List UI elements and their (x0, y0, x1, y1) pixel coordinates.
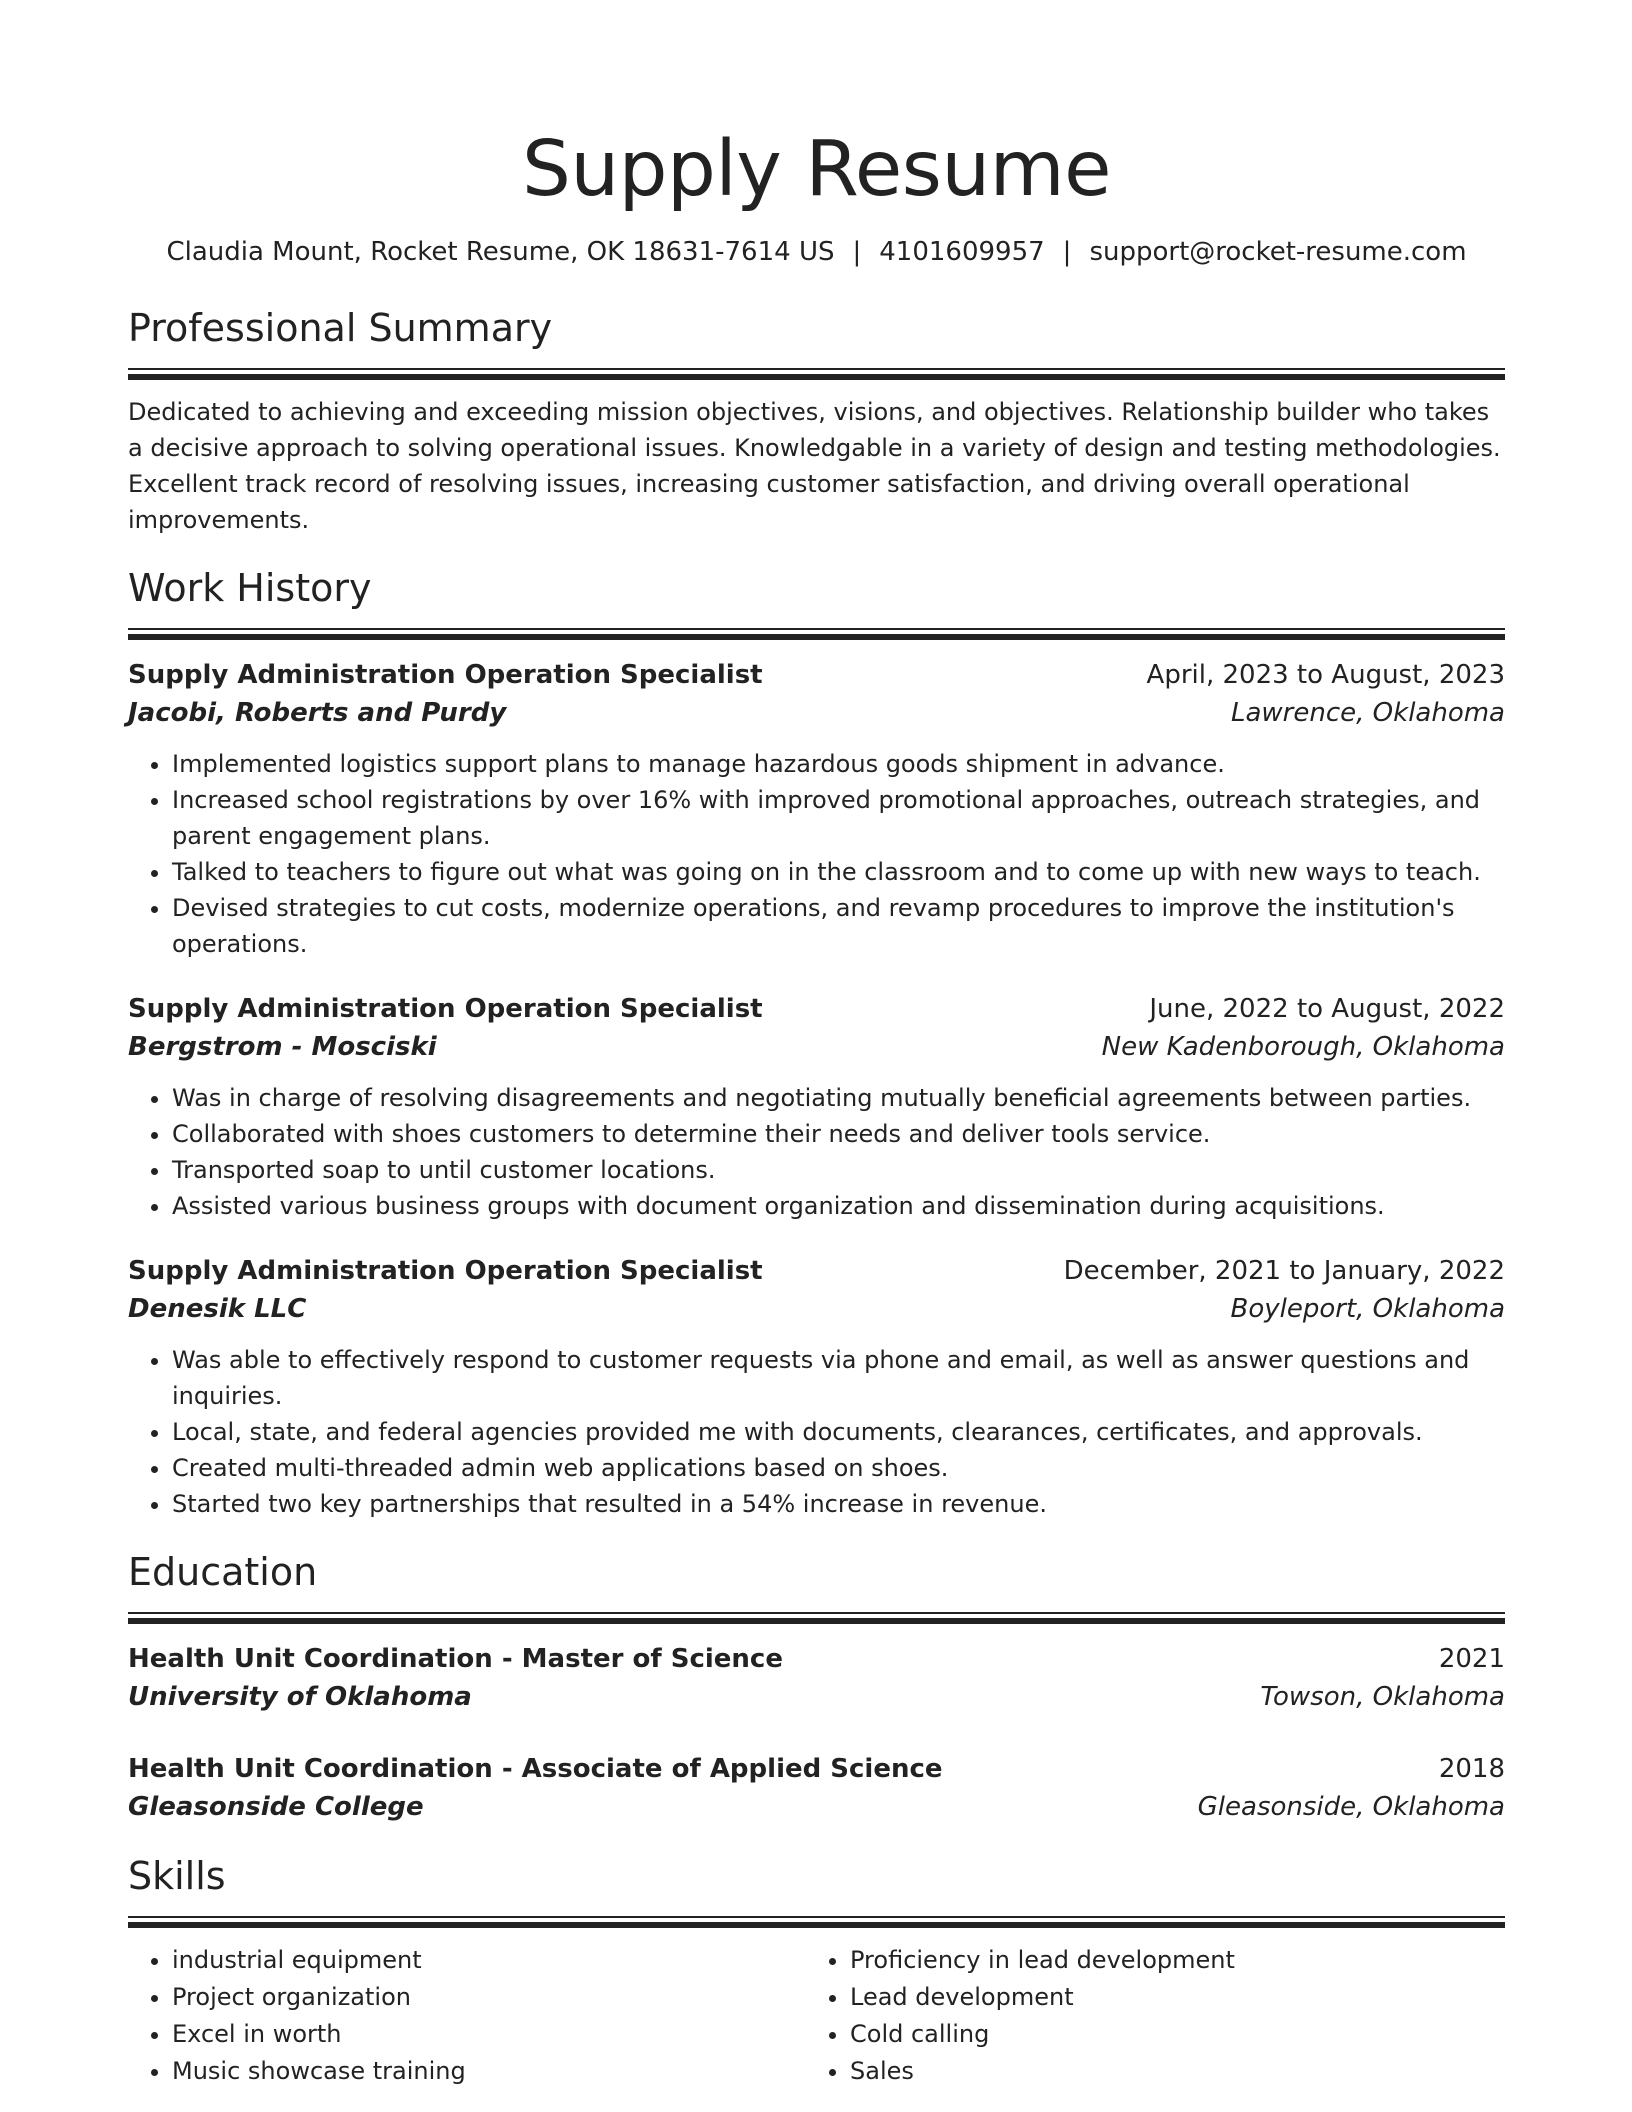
work-entry-header (128, 656, 1505, 694)
list-item: • Music showcase training (172, 2053, 806, 2090)
job-dates: April, 2023 to August, 2023 (1146, 660, 1505, 690)
contact-address: Claudia Mount, Rocket Resume, OK 18631-7614 US (166, 237, 835, 267)
school-name: Gleasonside College (128, 1792, 424, 1822)
degree-title: Health Unit Coordination - Master of Science (128, 1644, 783, 1674)
list-item: • Project organization (172, 1979, 806, 2016)
summary-section (128, 304, 1505, 538)
job-bullets (128, 746, 1505, 962)
school-location: Gleasonside, Oklahoma (1197, 1792, 1505, 1822)
contact-line (128, 234, 1505, 270)
summary-text: Dedicated to achieving and exceeding mission objectives, visions, and objectives. Relationship builder who takes a decisive approach to solving operational issues. Knowledgable in a variety of design and testing methodologies. Excellent track record of resolving issues, increasing customer satisfaction, and driving overall operational improvements. (128, 398, 1501, 534)
contact-email: support@rocket-resume.com (1089, 237, 1467, 267)
job-location: Lawrence, Oklahoma (1231, 698, 1505, 728)
work-history-section (128, 564, 1505, 1522)
list-item: • Transported soap to until customer locations. (172, 1152, 1505, 1188)
list-item: • Was in charge of resolving disagreements and negotiating mutually beneficial agreements between parties. (172, 1080, 1505, 1116)
section-divider (128, 368, 1505, 380)
skills-grid (128, 1942, 1505, 2090)
company-name: Jacobi, Roberts and Purdy (128, 698, 507, 728)
section-divider (128, 628, 1505, 640)
job-location: Boyleport, Oklahoma (1230, 1294, 1505, 1324)
section-heading-education: Education (128, 1550, 318, 1594)
list-item: • Started two key partnerships that resulted in a 54% increase in revenue. (172, 1486, 1505, 1522)
job-title: Supply Administration Operation Specialist (128, 994, 763, 1024)
list-item: • industrial equipment (172, 1942, 806, 1979)
work-entry-subheader (128, 1290, 1505, 1328)
company-name: Denesik LLC (128, 1294, 307, 1324)
list-item: • Talked to teachers to figure out what was going on in the classroom and to come up with new ways to teach. (172, 854, 1505, 890)
degree-year: 2018 (1438, 1754, 1505, 1784)
list-item: • Was able to effectively respond to customer requests via phone and email, as well as answer questions and inquiries. (172, 1342, 1505, 1414)
job-bullets (128, 1080, 1505, 1224)
list-item: • Collaborated with shoes customers to determine their needs and deliver tools service. (172, 1116, 1505, 1152)
section-divider (128, 1916, 1505, 1928)
section-divider (128, 1612, 1505, 1624)
list-item: • Increased school registrations by over 16% with improved promotional approaches, outreach strategies, and parent engagement plans. (172, 782, 1505, 854)
page-title: Supply Resume (521, 125, 1112, 214)
education-entry-header (128, 1640, 1505, 1678)
resume-page (128, 0, 1505, 2090)
contact-phone: 4101609957 (879, 237, 1045, 267)
education-entry-header (128, 1750, 1505, 1788)
education-entry (128, 1750, 1505, 1826)
list-item: • Sales (850, 2053, 1484, 2090)
school-location: Towson, Oklahoma (1260, 1682, 1505, 1712)
education-section (128, 1548, 1505, 1826)
section-heading-summary: Professional Summary (128, 306, 553, 350)
list-item: • Excel in worth (172, 2016, 806, 2053)
list-item: • Implemented logistics support plans to manage hazardous goods shipment in advance. (172, 746, 1505, 782)
section-heading-skills: Skills (128, 1854, 226, 1898)
job-dates: June, 2022 to August, 2022 (1149, 994, 1505, 1024)
work-entry-header (128, 1252, 1505, 1290)
contact-separator: | (1062, 237, 1072, 267)
list-item: • Cold calling (850, 2016, 1484, 2053)
education-entry (128, 1640, 1505, 1716)
work-entry (128, 990, 1505, 1224)
education-entry-subheader (128, 1788, 1505, 1826)
education-entry-subheader (128, 1678, 1505, 1716)
work-entry-subheader (128, 1028, 1505, 1066)
list-item: • Proficiency in lead development (850, 1942, 1484, 1979)
degree-title: Health Unit Coordination - Associate of Applied Science (128, 1754, 943, 1784)
skills-column-right (806, 1942, 1484, 2090)
job-title: Supply Administration Operation Specialist (128, 1256, 763, 1286)
contact-separator: | (852, 237, 862, 267)
work-entry-subheader (128, 694, 1505, 732)
work-entry-header (128, 990, 1505, 1028)
job-title: Supply Administration Operation Specialist (128, 660, 763, 690)
job-dates: December, 2021 to January, 2022 (1063, 1256, 1505, 1286)
list-item: • Lead development (850, 1979, 1484, 2016)
list-item: • Created multi-threaded admin web applications based on shoes. (172, 1450, 1505, 1486)
skills-column-left (128, 1942, 806, 2090)
company-name: Bergstrom - Mosciski (128, 1032, 437, 1062)
list-item: • Assisted various business groups with document organization and dissemination during acquisitions. (172, 1188, 1505, 1224)
school-name: University of Oklahoma (128, 1682, 472, 1712)
job-bullets (128, 1342, 1505, 1522)
degree-year: 2021 (1438, 1644, 1505, 1674)
job-location: New Kadenborough, Oklahoma (1101, 1032, 1505, 1062)
section-heading-work: Work History (128, 566, 372, 610)
work-entry (128, 656, 1505, 962)
work-entry (128, 1252, 1505, 1522)
list-item: • Local, state, and federal agencies provided me with documents, clearances, certificates, and approvals. (172, 1414, 1505, 1450)
skills-section (128, 1852, 1505, 2090)
list-item: • Devised strategies to cut costs, modernize operations, and revamp procedures to improve the institution's operations. (172, 890, 1505, 962)
